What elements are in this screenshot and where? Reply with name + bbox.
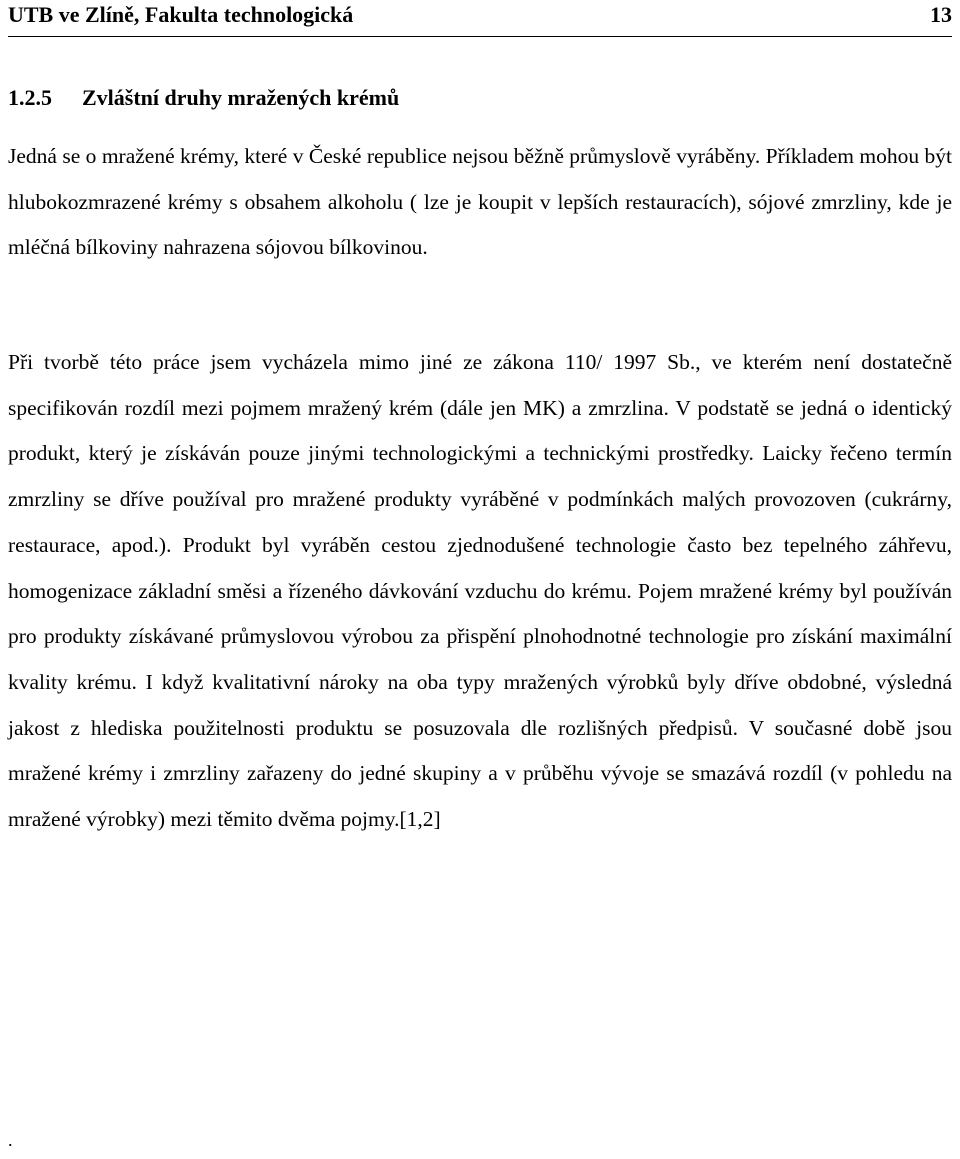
- paragraph-1: Jedná se o mražené krémy, které v České republice nejsou běžně průmyslově vyráběny. Příkladem mohou být hlubokozmrazené krémy s obsahem alkoholu ( lze je koupit v lepších restauracích), sójové zmrzliny, kde je mléčná bílkoviny nahrazena sójovou bílkovinou.: [8, 144, 952, 260]
- section-title: Zvláštní druhy mražených krémů: [82, 85, 400, 110]
- header-title: UTB ve Zlíně, Fakulta technologická: [8, 2, 354, 27]
- page-header: [8, 0, 952, 37]
- stray-dot: .: [8, 1130, 13, 1150]
- page-number: 13: [930, 2, 952, 27]
- section-heading: [8, 84, 399, 112]
- paragraph-2: Při tvorbě této práce jsem vycházela mimo jiné ze zákona 110/ 1997 Sb., ve kterém není dostatečně specifikován rozdíl mezi pojmem mražený krém (dále jen MK) a zmrzlina. V podstatě se jedná o identický produkt, který je získáván pouze jinými technologickými a technickými prostředky. Laicky řečeno termín zmrzliny se dříve používal pro mražené produkty vyráběné v podmínkách malých provozoven (cukrárny, restaurace, apod.). Produkt byl vyráběn cestou zjednodušené technologie často bez tepelného záhřevu, homogenizace základní směsi a řízeného dávkování vzduchu do krému. Pojem mražené krémy byl používán pro produkty získávané průmyslovou výrobou za přispění plnohodnotné technologie pro získání maximální kvality krému. I když kvalitativní nároky na oba typy mražených výrobků byly dříve obdobné, výsledná jakost z hlediska použitelnosti produktu se posuzovala dle rozlišných předpisů. V současné době jsou mražené krémy i zmrzliny zařazeny do jedné skupiny a v průběhu vývoje se smazává rozdíl (v pohledu na mražené výrobky) mezi těmito dvěma pojmy.[1,2]: [8, 350, 952, 832]
- section-number: 1.2.5: [8, 85, 52, 110]
